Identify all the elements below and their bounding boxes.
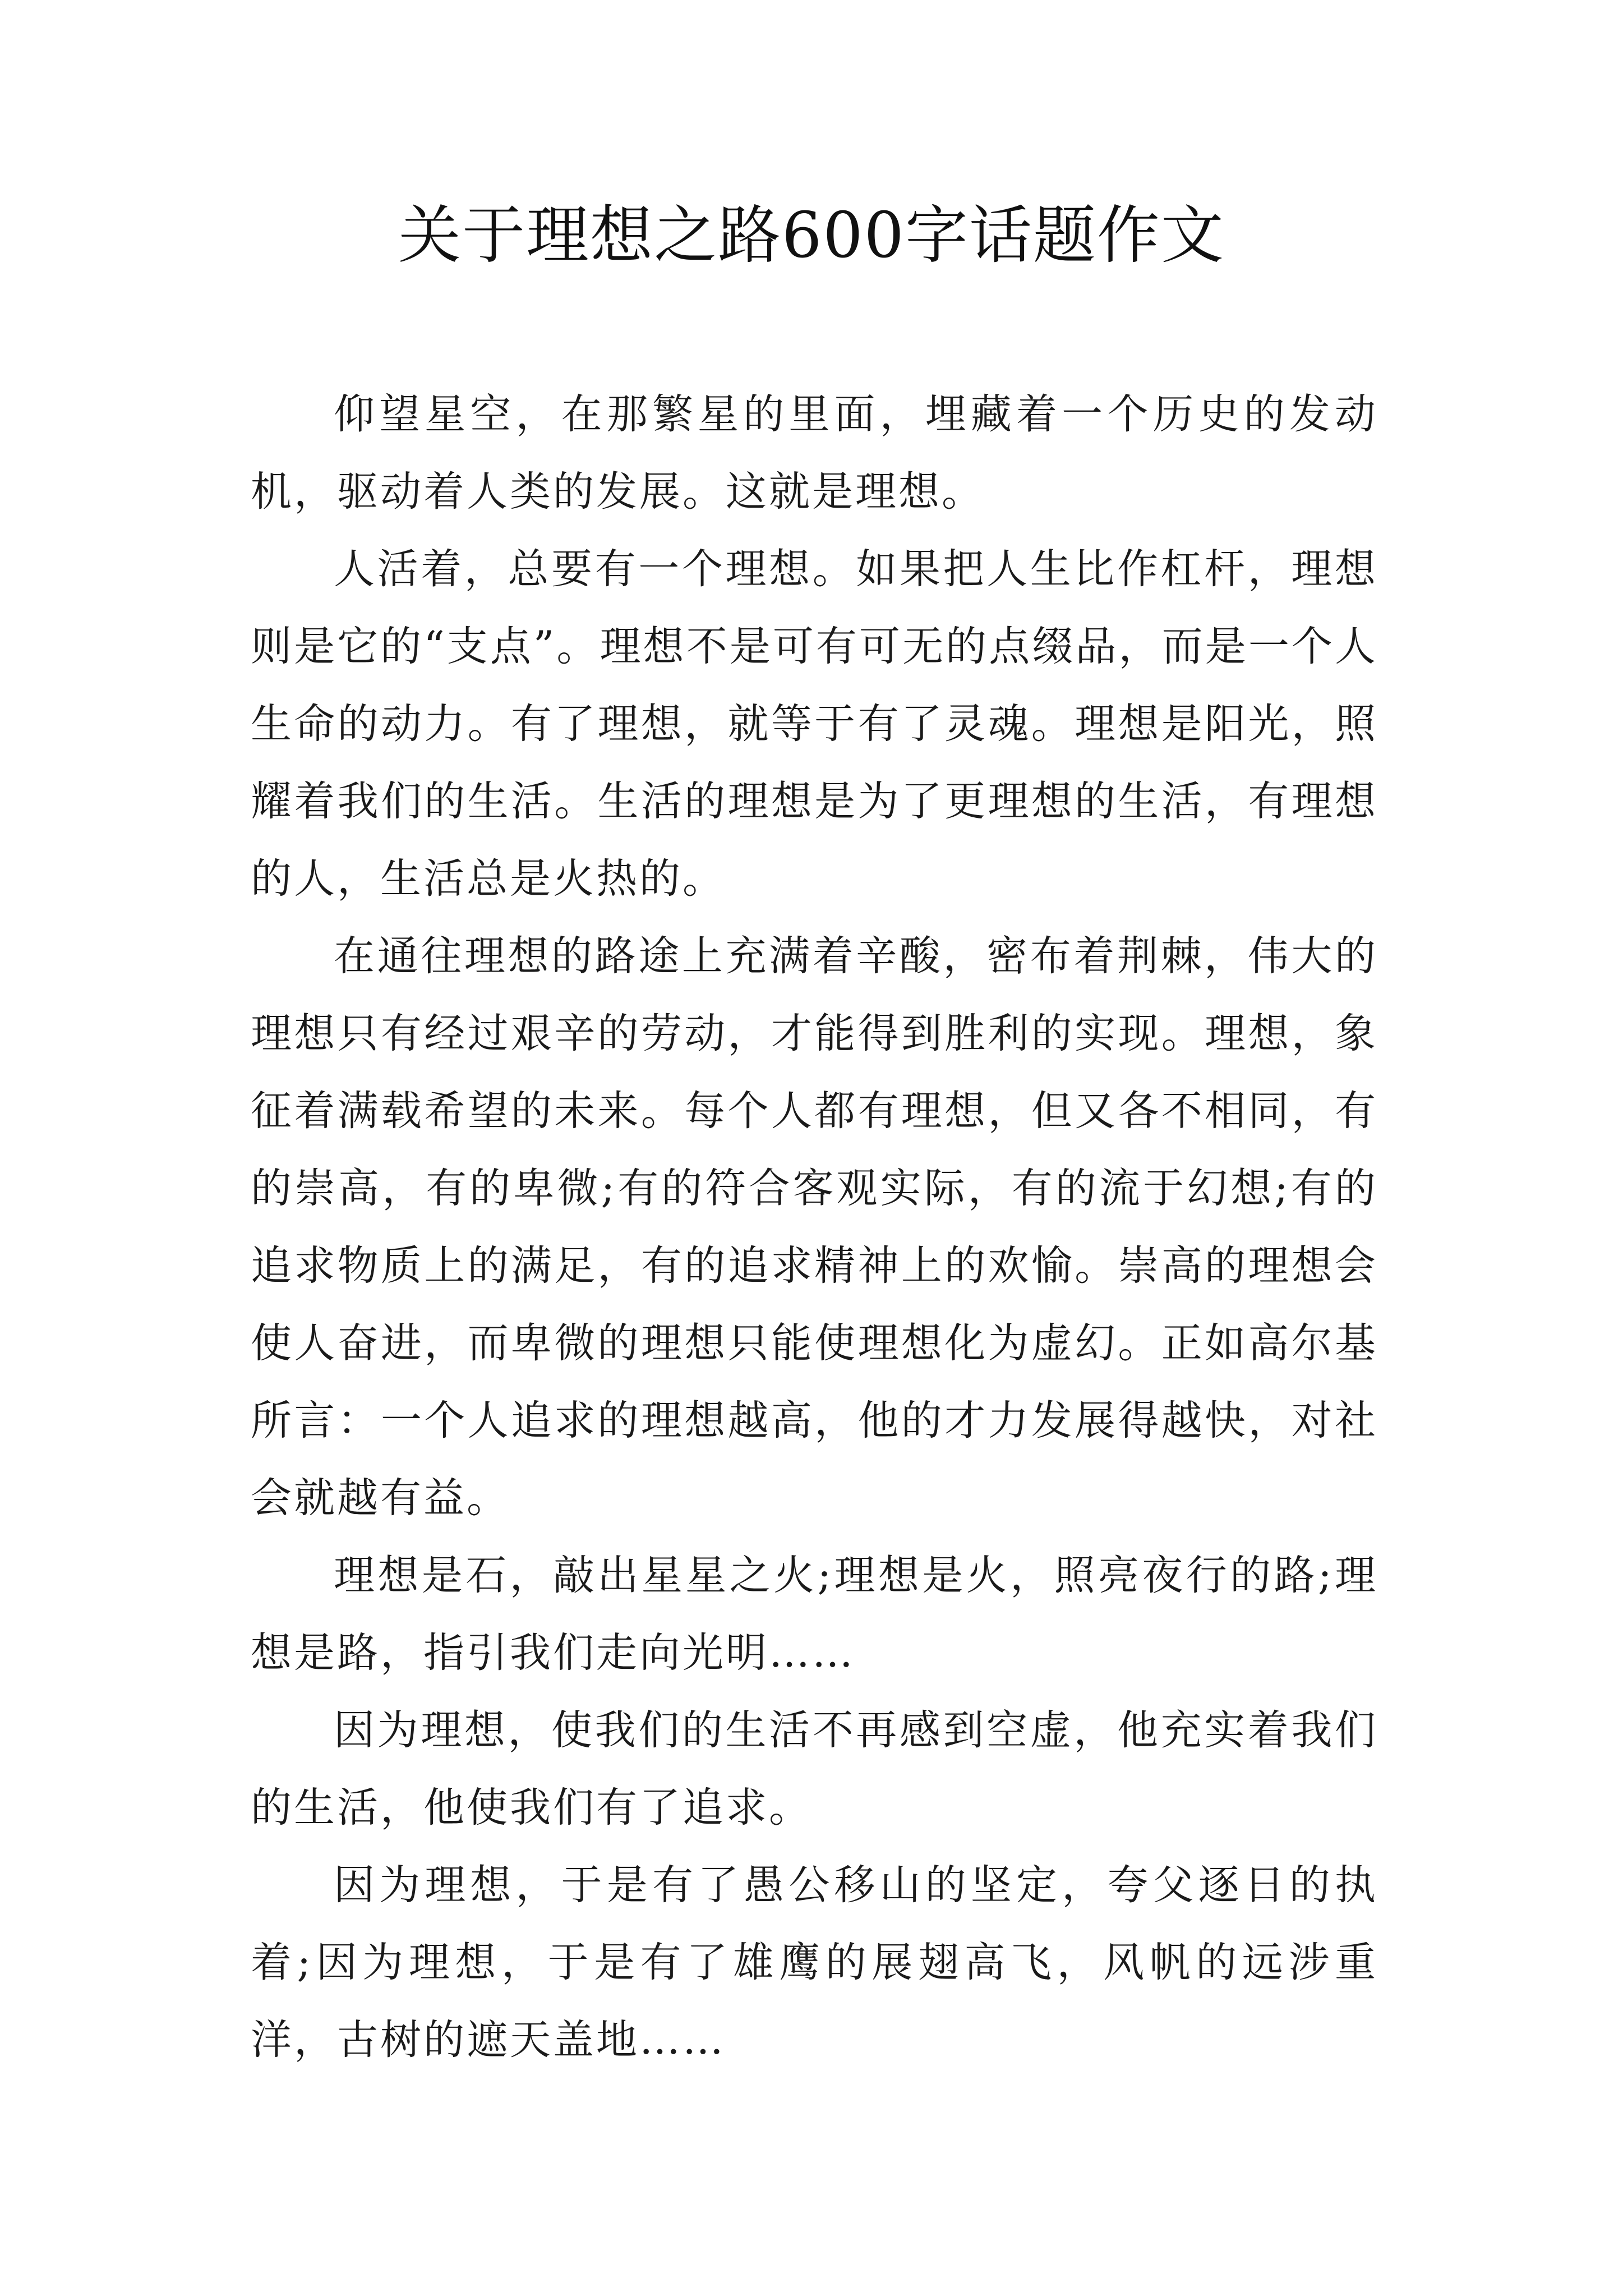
document-title: 关于理想之路600字话题作文 <box>398 199 1225 272</box>
paragraph: 在通往理想的路途上充满着辛酸，密布着荆棘，伟大的理想只有经过艰辛的劳动，才能得到胜利的实现。理想，象征着满载希望的未来。每个人都有理想，但又各不相同，有的崇高，有的卑微;有的符合客观实际，有的流于幻想;有的追求物质上的满足，有的追求精神上的欢愉。崇高的理想会使人奋进，而卑微的理想只能使理想化为虚幻。正如高尔基所言：一个人追求的理想越高，他的才力发展得越快，对社会就越有益。 <box>251 932 1378 1522</box>
paragraph: 因为理想，使我们的生活不再感到空虚，他充实着我们的生活，他使我们有了追求。 <box>251 1706 1378 1832</box>
paragraph: 仰望星空，在那繁星的里面，埋藏着一个历史的发动机，驱动着人类的发展。这就是理想。 <box>251 390 1378 516</box>
document-body <box>251 376 1378 2079</box>
paragraph: 理想是石，敲出星星之火;理想是火，照亮夜行的路;理想是路，指引我们走向光明…… <box>251 1552 1378 1677</box>
paragraph: 因为理想，于是有了愚公移山的坚定，夸父逐日的执着;因为理想，于是有了雄鹰的展翅高飞，风帆的远涉重洋，古树的遮天盖地…… <box>251 1861 1378 2064</box>
paragraph: 人活着，总要有一个理想。如果把人生比作杠杆，理想则是它的“支点”。理想不是可有可无的点缀品，而是一个人生命的动力。有了理想，就等于有了灵魂。理想是阳光，照耀着我们的生活。生活的理想是为了更理想的生活，有理想的人，生活总是火热的。 <box>251 545 1378 903</box>
